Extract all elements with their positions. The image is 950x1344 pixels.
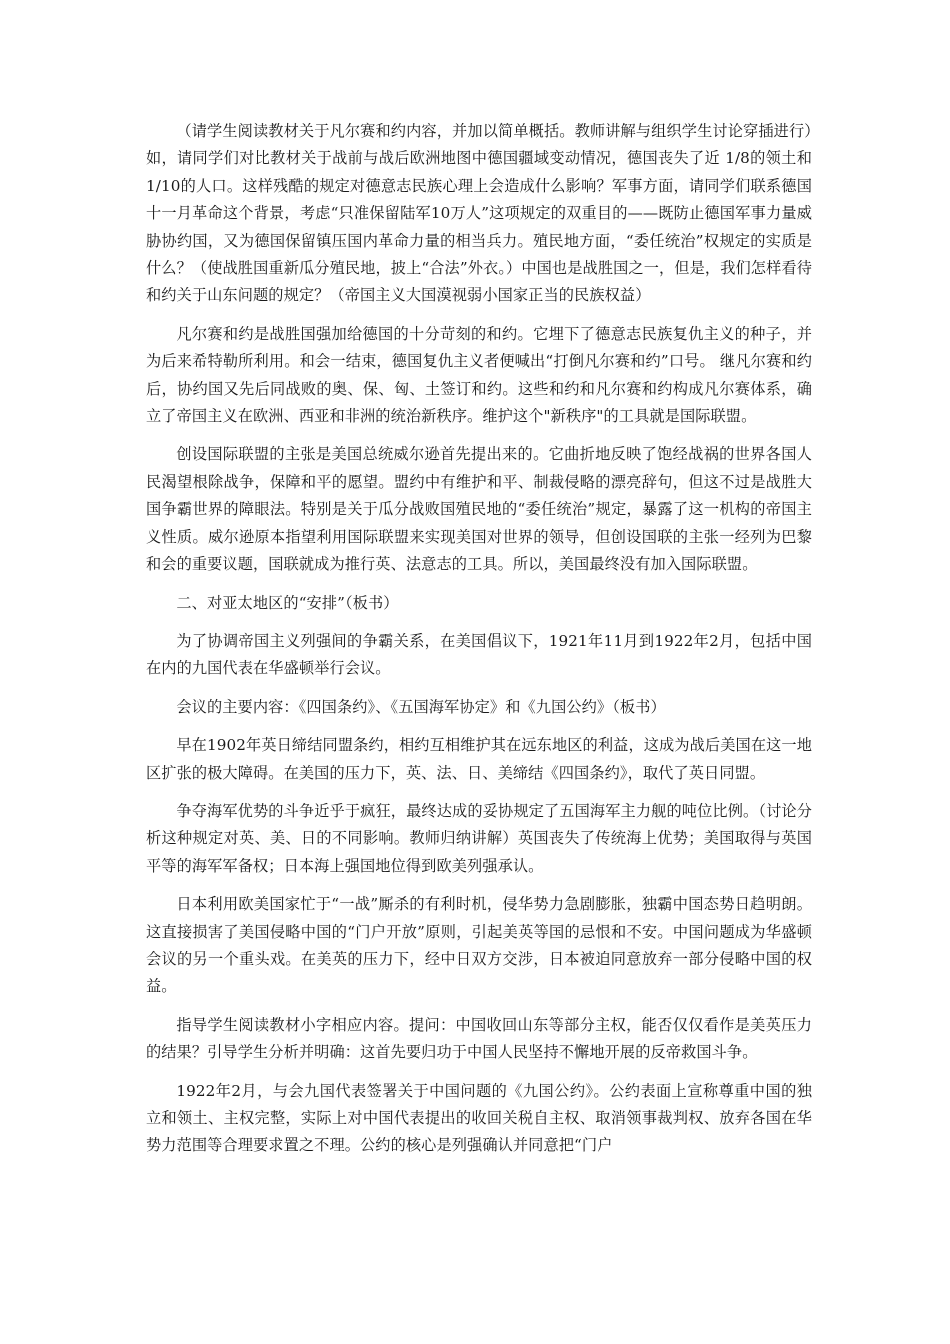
paragraph-versailles-harsh: 凡尔赛和约是战胜国强加给德国的十分苛刻的和约。它埋下了德意志民族复仇主义的种子，并为后来希特勒所利用。和会一结束，德国复仇主义者便喊出“打倒凡尔赛和约”口号。 继凡尔赛和约后，协约国又先后同战败的奥、保、匈、土签订和约。这些和约和凡尔赛和约构成凡尔赛体系，确立了帝国主义在欧洲、西亚和非洲的统治新秩序。维护这个"新秩序"的工具就是国际联盟。 (146, 324, 812, 426)
paragraph-washington-conference: 为了协调帝国主义列强间的争霸关系，在美国倡议下，1921年11月到1922年2月，包括中国在内的九国代表在华盛顿举行会议。 (146, 631, 812, 678)
paragraph-four-power-treaty: 早在1902年英日缔结同盟条约，相约互相维护其在远东地区的利益，这成为战后美国在这一地区扩张的极大障碍。在美国的压力下，英、法、日、美缔结《四国条约》，取代了英日同盟。 (146, 736, 812, 782)
paragraph-japan-expansion: 日本利用欧美国家忙于“一战”厮杀的有利时机，侵华势力急剧膨胀，独霸中国态势日趋明朗。这直接损害了美国侵略中国的“门户开放”原则，引起美英等国的忌恨和不安。中国问题成为华盛顿会议的另一个重头戏。在美英的压力下，经中日双方交涉，日本被迫同意放弃一部分侵略中国的权益。 (146, 895, 812, 996)
document-body (146, 118, 812, 1171)
paragraph-league-of-nations: 创设国际联盟的主张是美国总统威尔逊首先提出来的。它曲折地反映了饱经战祸的世界各国人民渴望根除战争，保障和平的愿望。盟约中有维护和平、制裁侵略的漂亮辞句，但这不过是战胜大国争霸世界的障眼法。特别是关于瓜分战败国殖民地的“委任统治”规定，暴露了这一机构的帝国主义性质。威尔逊原本指望利用国际联盟来实现美国对世界的领导，但创设国联的主张一经列为巴黎和会的重要议题，国联就成为推行英、法意志的工具。所以，美国最终没有加入国际联盟。 (146, 445, 812, 574)
section-heading-asia-pacific: 二、对亚太地区的“安排”（板书） (176, 593, 399, 612)
paragraph-naval-agreement: 争夺海军优势的斗争近乎于疯狂，最终达成的妥协规定了五国海军主力舰的吨位比例。（讨论分析这种规定对英、美、日的不同影响。教师归纳讲解）英国丧失了传统海上优势；美国取得与英国平等的海军军备权；日本海上强国地位得到欧美列强承认。 (146, 801, 812, 875)
paragraph-guided-reading: 指导学生阅读教材小字相应内容。提问：中国收回山东等部分主权，能否仅仅看作是美英压力的结果？引导学生分析并明确：这首先要归功于中国人民坚持不懈地开展的反帝救国斗争。 (146, 1015, 812, 1062)
paragraph-conference-contents: 会议的主要内容：《四国条约》、《五国海军协定》和《九国公约》（板书） (176, 697, 666, 716)
paragraph-treaty-discussion: （请学生阅读教材关于凡尔赛和约内容，并加以简单概括。教师讲解与组织学生讨论穿插进行）如，请同学们对比教材关于战前与战后欧洲地图中德国疆域变动情况，德国丧失了近 1/8的领土和1/10的人口。这样残酷的规定对德意志民族心理上会造成什么影响？军事方面，请同学们联系德国十一月革命这个背景，考虑“只准保留陆军10万人”这项规定的双重目的——既防止德国军事力量威胁协约国，又为德国保留镇压国内革命力量的相当兵力。殖民地方面，“委任统治”权规定的实质是什么？（使战胜国重新瓜分殖民地，披上“合法”外衣。）中国也是战胜国之一，但是，我们怎样看待和约关于山东问题的规定？（帝国主义大国漠视弱小国家正当的民族权益） (146, 122, 812, 305)
paragraph-nine-power-treaty: 1922年2月，与会九国代表签署关于中国问题的《九国公约》。公约表面上宣称尊重中国的独立和领土、主权完整，实际上对中国代表提出的收回关税自主权、取消领事裁判权、放弃各国在华势力范围等合理要求置之不理。公约的核心是列强确认并同意把“门户 (146, 1081, 812, 1155)
